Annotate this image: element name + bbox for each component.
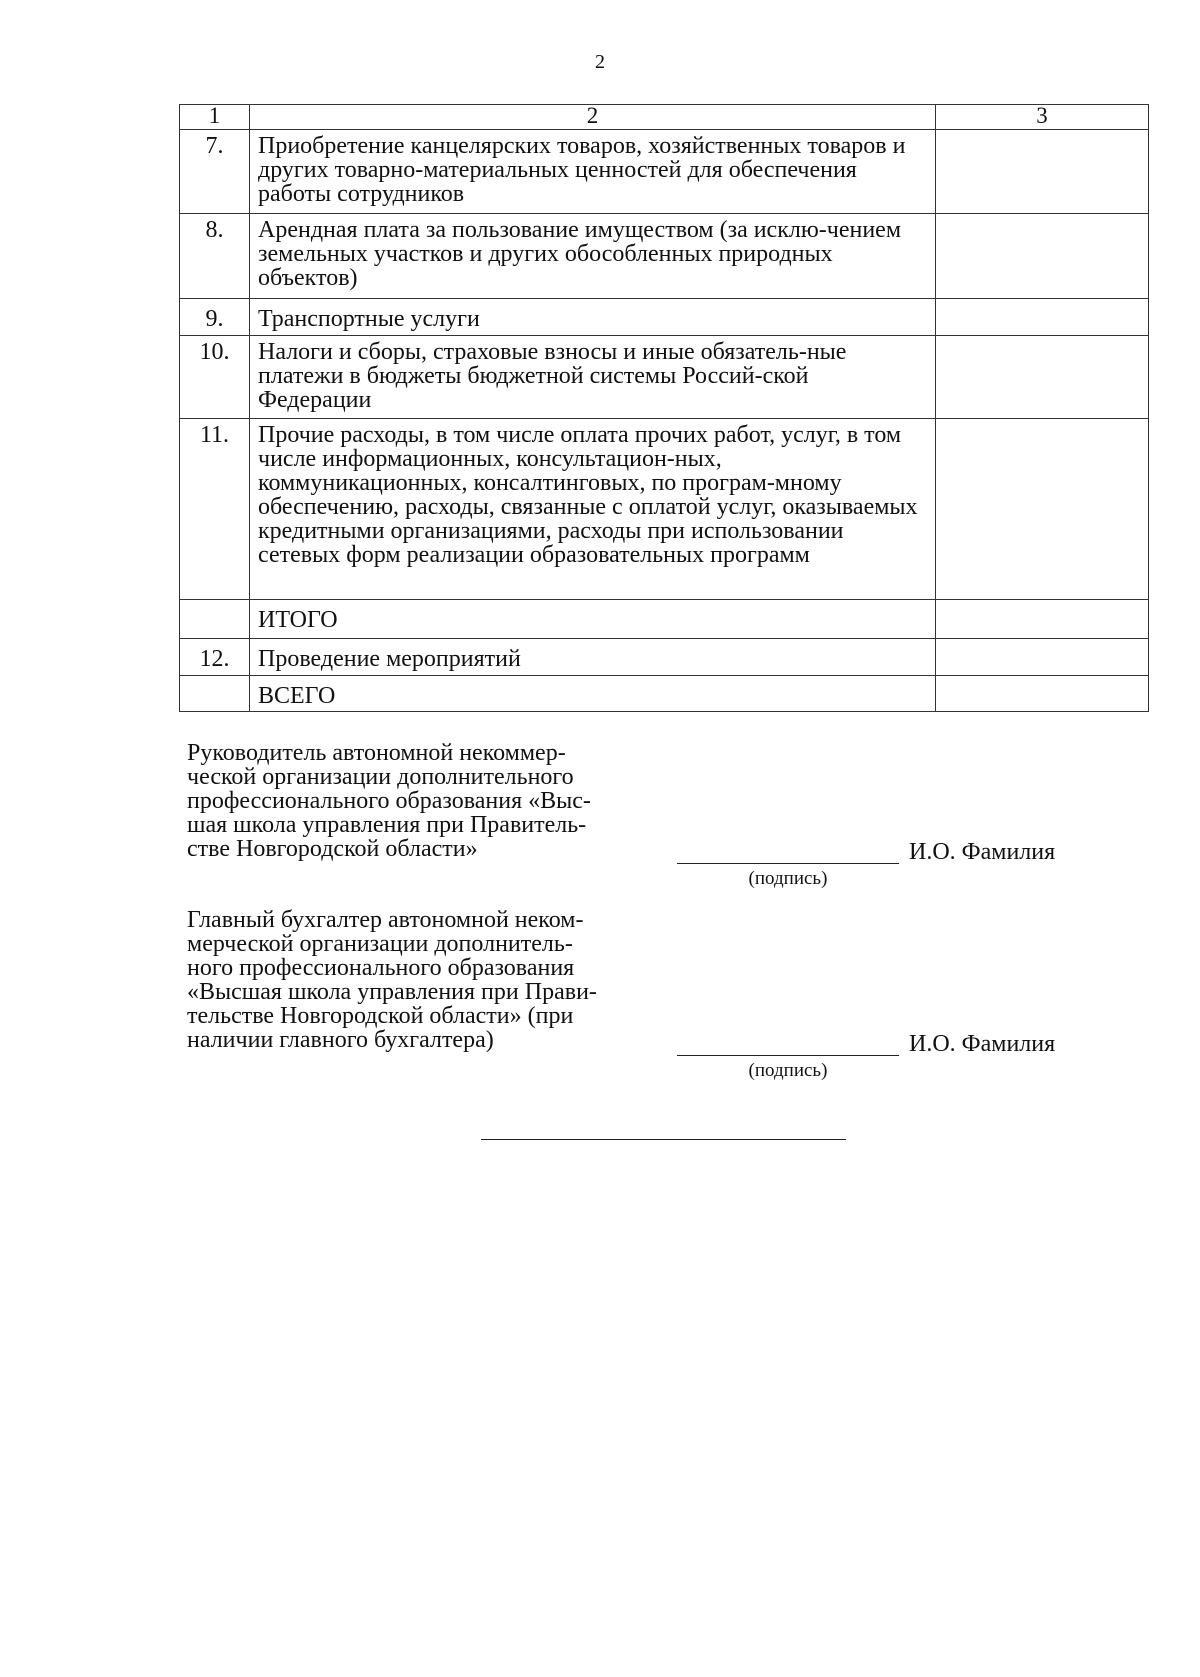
table-row-total (180, 676, 1149, 712)
row-number: 9. (180, 299, 250, 336)
row-name: ИТОГО (250, 600, 936, 639)
row-value (936, 600, 1149, 639)
director-signature-block (187, 740, 1167, 889)
row-value (936, 299, 1149, 336)
table-row (180, 299, 1149, 336)
table-row (180, 419, 1149, 600)
row-number (180, 600, 250, 639)
director-position-text: Руководитель автономной некоммер- ческой организации дополнительного профессионального образования «Выс- шая школа управления при Правитель- стве Новгородской области» (187, 740, 591, 862)
accountant-signature-block (187, 907, 1167, 1081)
row-value (936, 639, 1149, 676)
column-header-3: 3 (936, 105, 1149, 130)
row-number: 12. (180, 639, 250, 676)
row-number: 11. (180, 419, 250, 600)
table-row (180, 336, 1149, 419)
director-fio: И.О. Фамилия (909, 839, 1056, 865)
column-header-2: 2 (250, 105, 936, 130)
row-value (936, 130, 1149, 214)
row-name: Прочие расходы, в том числе оплата прочих работ, услуг, в том числе информационных, консультацион-ных, коммуникационных, консалтинговых, по програм-мному обеспечению, расходы, связанные с оплатой услуг, оказываемых кредитными организациями, расходы при использовании сетевых форм реализации образовательных программ (250, 419, 936, 600)
table-header-row (180, 105, 1149, 130)
row-name: Арендная плата за пользование имуществом (за исклю-чением земельных участков и других обособленных природных объектов) (250, 214, 936, 299)
page-number: 2 (595, 51, 605, 73)
row-number (180, 676, 250, 712)
table-row-subtotal (180, 600, 1149, 639)
row-name: Приобретение канцелярских товаров, хозяйственных товаров и других товарно-материальных ценностей для обеспечения работы сотрудников (250, 130, 936, 214)
row-name: Транспортные услуги (250, 299, 936, 336)
director-signature-line (677, 863, 899, 864)
row-value (936, 214, 1149, 299)
accountant-signature-caption: (подпись) (748, 1060, 828, 1081)
accountant-signature-line (677, 1055, 899, 1056)
end-of-document-rule (481, 1139, 846, 1140)
accountant-fio: И.О. Фамилия (909, 1031, 1056, 1057)
row-name: ВСЕГО (250, 676, 936, 712)
row-name: Налоги и сборы, страховые взносы и иные обязатель-ные платежи в бюджеты бюджетной системы Россий-ской Федерации (250, 336, 936, 419)
table-row (180, 130, 1149, 214)
row-name: Проведение мероприятий (250, 639, 936, 676)
row-value (936, 419, 1149, 600)
row-value (936, 336, 1149, 419)
row-number: 8. (180, 214, 250, 299)
table-row (180, 214, 1149, 299)
director-signature-caption: (подпись) (748, 868, 828, 889)
row-value (936, 676, 1149, 712)
row-number: 7. (180, 130, 250, 214)
row-number: 10. (180, 336, 250, 419)
accountant-position-text: Главный бухгалтер автономной неком- мерческой организации дополнитель- ного профессионального образования «Высшая школа управления при Прави- тельстве Новгородской области» (при наличии главного бухгалтера) (187, 907, 597, 1053)
table-row (180, 639, 1149, 676)
column-header-1: 1 (180, 105, 250, 130)
expense-table (179, 104, 1149, 712)
